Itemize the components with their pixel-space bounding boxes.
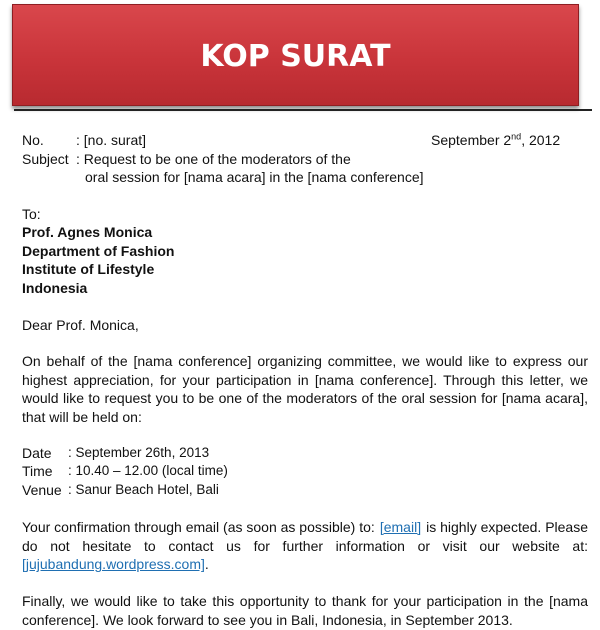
subject-label: Subject xyxy=(22,151,69,167)
recipient-institute: Institute of Lifestyle xyxy=(22,261,155,277)
recipient-department: Department of Fashion xyxy=(22,243,175,259)
website-link[interactable]: [jujubandung.wordpress.com] xyxy=(22,556,205,573)
letter-date xyxy=(431,131,560,149)
paragraph-1-line-2: highest appreciation, for your participation in [nama conference]. Through this letter, we xyxy=(22,371,588,388)
letter-date-main: September 2 xyxy=(431,132,512,148)
paragraph-2-line-3-tail: . xyxy=(204,556,209,573)
paragraph-closing xyxy=(22,592,588,629)
event-venue-label: Venue xyxy=(22,482,62,498)
letter-number-label: No. xyxy=(22,132,44,148)
paragraph-2-line-2: do not hesitate to contact us for further information or visit our website at: xyxy=(22,537,588,554)
paragraph-2-line-1-end: is highly expected. Please xyxy=(426,519,588,535)
paragraph-3-line-1: Finally, we would like to take this opportunity to thank for your participation in the [nama xyxy=(22,593,588,609)
paragraph-2-line-3 xyxy=(22,555,588,574)
email-link[interactable]: [email] xyxy=(379,519,422,535)
paragraph-3-line-2: conference]. We look forward to see you in Bali, Indonesia, in September 2013. xyxy=(22,611,513,628)
letterhead-banner xyxy=(12,4,579,106)
event-date-label: Date xyxy=(22,445,52,461)
subject-line-1: : Request to be one of the moderators of the xyxy=(76,151,351,167)
letter-date-suffix: nd xyxy=(511,131,522,142)
event-date-value: : September 26th, 2013 xyxy=(68,445,210,460)
salutation: Dear Prof. Monica, xyxy=(22,317,139,333)
event-time-value: : 10.40 – 12.00 (local time) xyxy=(68,463,228,478)
paragraph-1-line-4: that will be held on: xyxy=(22,408,142,425)
letter-number-value: : [no. surat] xyxy=(76,132,147,148)
letterhead-title: KOP SURAT xyxy=(200,38,391,74)
event-venue-value: : Sanur Beach Hotel, Bali xyxy=(68,482,219,497)
paragraph-1-line-1: On behalf of the [nama conference] organizing committee, we would like to express our xyxy=(22,353,588,369)
paragraph-2-line-1 xyxy=(22,518,588,537)
letter-date-year: , 2012 xyxy=(521,132,561,148)
recipient-to-label: To: xyxy=(22,206,41,222)
letterhead-divider xyxy=(14,109,592,111)
recipient-country: Indonesia xyxy=(22,280,88,296)
paragraph-1-line-3: would like to request you to be one of the moderators of the oral session for [nama acara], xyxy=(22,390,588,407)
event-time-label: Time xyxy=(22,463,53,479)
subject-line-2: oral session for [nama acara] in the [nama conference] xyxy=(85,169,424,185)
paragraph-introduction xyxy=(22,352,588,426)
recipient-name: Prof. Agnes Monica xyxy=(22,224,153,240)
paragraph-confirmation xyxy=(22,518,588,574)
paragraph-2-line-1-start: Your confirmation through email (as soon as possible) to: xyxy=(22,519,375,535)
